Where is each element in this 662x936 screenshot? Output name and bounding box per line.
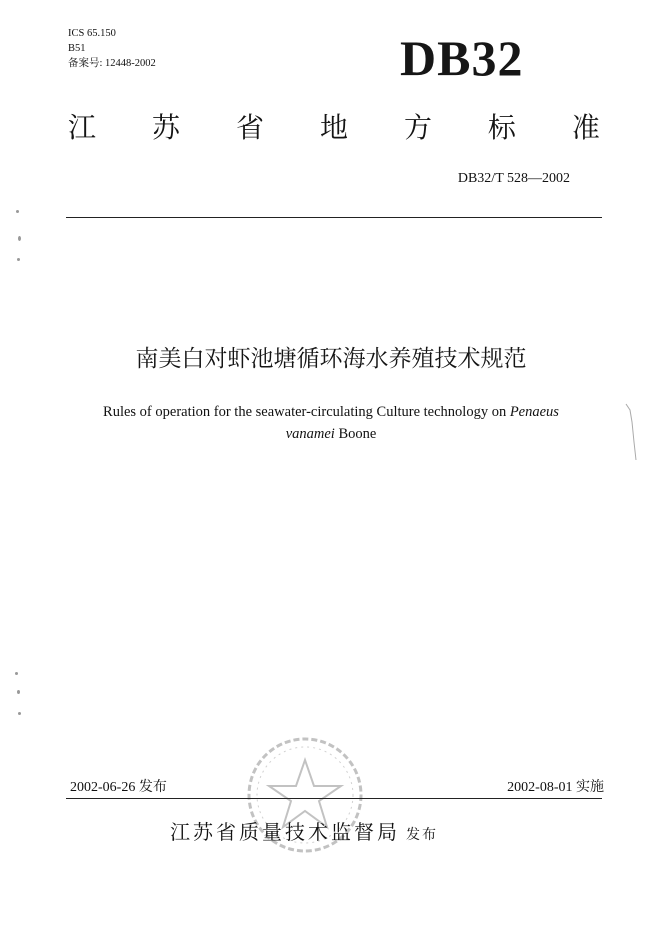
- page-edge-mark: [622, 402, 640, 462]
- issuer-title-char: 标: [487, 111, 516, 144]
- top-divider: [66, 217, 602, 218]
- english-title-prefix: Rules of operation for the seawater-circulating Culture technology on: [103, 404, 510, 420]
- scan-speck: [16, 210, 19, 213]
- issuer-title-char: 准: [571, 111, 600, 144]
- issuer-title-char: 苏: [151, 111, 180, 144]
- english-title-species: vanamei: [285, 426, 335, 442]
- publisher: [170, 818, 438, 849]
- issuer-title-char: 方: [403, 111, 432, 144]
- record-number: 备案号: 12448-2002: [68, 58, 156, 69]
- scan-speck: [17, 690, 20, 694]
- publisher-suffix: 发布: [406, 827, 438, 843]
- issuer-title-char: 江: [68, 111, 97, 144]
- ics-code: ICS 65.150: [68, 28, 116, 39]
- class-code: B51: [68, 43, 86, 54]
- standard-number: DB32/T 528—2002: [457, 171, 570, 186]
- scan-speck: [15, 672, 18, 675]
- issuer-title-char: 省: [235, 111, 264, 144]
- issuer-title-char: 地: [319, 111, 348, 144]
- star-seal-icon: [269, 760, 341, 827]
- effective-date: 2002-08-01 实施: [507, 780, 604, 795]
- issuer-title: [68, 108, 600, 148]
- english-title: [60, 401, 602, 445]
- db-logo: DB32: [400, 30, 524, 86]
- bottom-divider: [66, 798, 602, 799]
- publisher-name: 江苏省质量技术监督局: [170, 820, 400, 844]
- scan-speck: [18, 236, 21, 241]
- english-title-suffix: Boone: [334, 426, 377, 442]
- issue-date: 2002-06-26 发布: [70, 780, 167, 795]
- classification-block: [68, 26, 156, 71]
- scan-speck: [18, 712, 21, 715]
- chinese-title: 南美白对虾池塘循环海水养殖技术规范: [135, 346, 527, 372]
- scan-speck: [17, 258, 20, 261]
- english-title-genus: Penaeus: [509, 404, 559, 420]
